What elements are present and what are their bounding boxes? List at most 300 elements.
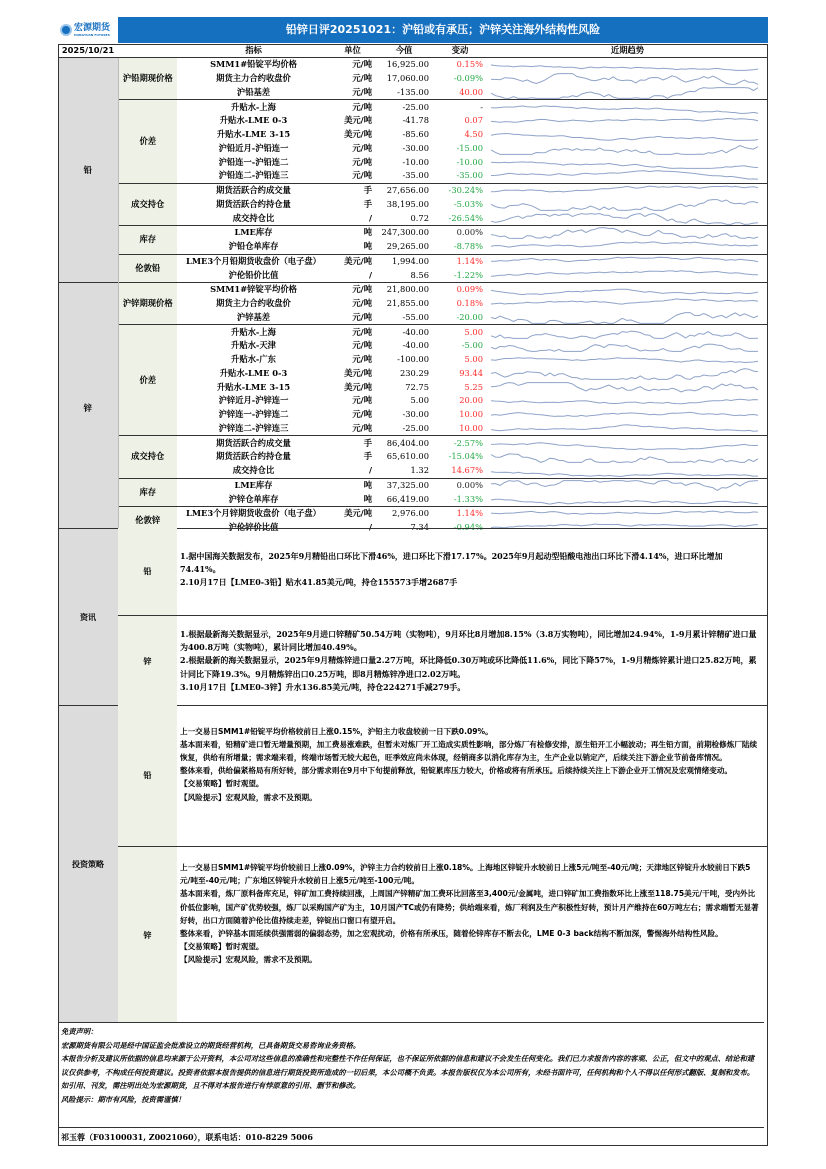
current-value: 29,265.00 [386, 241, 429, 252]
change-value: -1.22% [453, 269, 483, 280]
current-value: -30.00 [402, 142, 429, 153]
sparkline-chart [487, 198, 768, 211]
strategy-lead [118, 705, 768, 847]
indicator-name: 升贴水-LME 3-15 [216, 129, 291, 140]
table-row [58, 100, 768, 114]
logo-subtext: HONGYUAN FUTURES [74, 32, 110, 37]
news-zinc-text [180, 628, 760, 694]
current-value: 7.34 [410, 522, 429, 533]
trend-cell [487, 283, 768, 297]
unit: 美元/吨 [344, 129, 372, 140]
current-value: 8.56 [410, 269, 429, 280]
sparkline-chart [487, 86, 768, 99]
unit: 美元/吨 [330, 507, 375, 521]
trend-cell [487, 198, 768, 212]
subgroup-label: 伦敦锌 [118, 507, 177, 535]
indicator-name: SMM1#锌锭平均价格 [177, 283, 330, 297]
trend-cell [487, 422, 768, 436]
subgroup-label: 沪锌期现价格 [118, 283, 177, 325]
indicator-name: 期货活跃合约持仓量 [216, 451, 291, 462]
trend-cell [487, 394, 768, 408]
sparkline-chart [487, 58, 768, 71]
unit: / [368, 522, 372, 533]
current-value: 65,610.00 [386, 451, 429, 462]
change-value: 5.00 [433, 325, 487, 339]
sparkline-line [491, 331, 758, 338]
sparkline-chart [487, 226, 768, 239]
sparkline-chart [487, 297, 768, 310]
sparkline-line [491, 412, 758, 416]
sparkline-line [491, 119, 758, 123]
sparkline-line [491, 257, 758, 262]
sparkline-line [491, 480, 758, 490]
subgroup-label: 成交持仓 [118, 436, 177, 478]
sparkline-chart [487, 169, 768, 182]
change-value: -15.00 [456, 142, 483, 153]
header-indicator: 指标 [177, 44, 330, 58]
change-value: 1.14% [433, 507, 487, 521]
sparkline-chart [487, 353, 768, 366]
indicator-name: 升贴水-天津 [231, 340, 276, 351]
sparkline-chart [487, 184, 768, 197]
change-value: -0.09% [453, 73, 483, 84]
report-date: 2025/10/21 [58, 44, 118, 58]
sparkline-line [491, 74, 758, 85]
current-value: 21,855.00 [386, 298, 429, 309]
strategy-line: 基本面来看，铅精矿进口暂无增量预期，加工费易涨难跌，但暂未对炼厂开工造成实质性影响，部分炼厂有检修安排，原生铅开工小幅波动；再生铅方面，前期检修炼厂陆续恢复，供给有所增量；需求端来看，终端市场暂无较大起色，旺季效应尚未体现，经销商多以消化库存为主，生产企业以销定产，后续关注下游企业节前备库情况。 [180, 739, 758, 762]
current-value: 66,419.00 [386, 493, 429, 504]
indicator-name: 成交持仓比 [232, 465, 275, 476]
current-value: -10.00 [402, 156, 429, 167]
change-value: -8.78% [453, 241, 483, 252]
indicator-name: SMM1#铅锭平均价格 [210, 59, 297, 70]
subgroup-label: 成交持仓 [118, 183, 177, 225]
trend-cell [487, 492, 768, 506]
indicator-name: LME3个月铅期货收盘价（电子盘） [177, 254, 330, 268]
trend-cell [487, 100, 768, 114]
sparkline-chart [487, 72, 768, 85]
sparkline-chart [487, 255, 768, 268]
change-value: -10.00 [456, 156, 483, 167]
change-value: -30.24% [433, 183, 487, 197]
trend-cell [487, 464, 768, 478]
trend-cell [487, 353, 768, 367]
sparkline-chart [487, 408, 768, 421]
indicator-name: 升贴水-上海 [177, 100, 330, 114]
trend-cell [487, 254, 768, 268]
current-value: -40.00 [402, 340, 429, 351]
unit: 手 [330, 183, 375, 197]
indicator-name: 沪铅基差 [236, 86, 271, 97]
indicator-name: 沪伦铅价比值 [228, 269, 279, 280]
header-unit: 单位 [330, 44, 375, 58]
change-value: 10.00 [459, 409, 483, 420]
current-value: -30.00 [402, 409, 429, 420]
current-value: -100.00 [397, 354, 429, 365]
trend-cell [487, 339, 768, 353]
change-value: 5.25 [464, 381, 483, 392]
indicator-name: 沪铅连二-沪铅连三 [218, 170, 289, 181]
news-section [58, 528, 768, 706]
change-value: -5.03% [453, 198, 483, 209]
change-value: 20.00 [459, 395, 483, 406]
sparkline-line [491, 186, 758, 192]
sparkline-line [491, 106, 758, 114]
current-value: -85.60 [402, 129, 429, 140]
sparkline-line [491, 312, 758, 323]
table-header-row [58, 44, 768, 58]
unit: 元/吨 [352, 298, 372, 309]
sparkline-line [491, 344, 758, 351]
sparkline-line [491, 213, 758, 224]
sparkline-chart [487, 212, 768, 225]
change-value: 10.00 [459, 422, 483, 433]
logo-icon [60, 24, 72, 36]
trend-cell [487, 58, 768, 72]
subgroup-label: 伦敦铅 [118, 254, 177, 283]
change-value: -0.94% [453, 522, 483, 533]
current-value: 16,925.00 [386, 59, 429, 70]
news-line: 1.根据最新海关数据显示，2025年9月进口锌精矿50.54万吨（实物吨），9月环比8月增加8.15%（3.8万实物吨），同比增加24.94%，1-9月累计锌精矿进口量为400.8万吨（实物吨），累计同比增加40.49%。 [180, 629, 757, 653]
group-label: 锌 [58, 283, 118, 535]
subgroup-label: 价差 [118, 100, 177, 184]
unit: 元/吨 [352, 311, 372, 322]
strategy-line: 【交易策略】暂时观望。 [180, 942, 264, 952]
sparkline-chart [487, 437, 768, 450]
indicator-name: 沪铅连一-沪铅连二 [218, 156, 289, 167]
unit: 手 [363, 198, 372, 209]
trend-cell [487, 380, 768, 394]
trend-cell [487, 114, 768, 128]
sparkline-line [491, 400, 758, 405]
current-value: 5.00 [410, 395, 429, 406]
current-value: 27,656.00 [375, 183, 433, 197]
unit: 元/吨 [330, 283, 375, 297]
sparkline-chart [487, 114, 768, 127]
unit: 美元/吨 [344, 115, 372, 126]
indicator-name: 沪锌连二-沪锌连三 [218, 422, 289, 433]
indicator-name: 升贴水-上海 [177, 325, 330, 339]
indicator-name: 沪伦锌价比值 [228, 522, 279, 533]
strategy-label: 投资策略 [58, 706, 118, 1022]
change-value: 0.09% [433, 283, 487, 297]
unit: / [368, 212, 372, 223]
unit: 吨 [363, 241, 372, 252]
indicator-name: 升贴水-LME 0-3 [219, 367, 288, 378]
unit: 元/吨 [352, 73, 372, 84]
sparkline-chart [487, 339, 768, 352]
trend-cell [487, 183, 768, 197]
sparkline-chart [487, 156, 768, 169]
current-value: 1,994.00 [375, 254, 433, 268]
current-value: -135.00 [397, 86, 429, 97]
indicator-name: 沪锌近月-沪锌连一 [218, 395, 289, 406]
unit: 元/吨 [352, 340, 372, 351]
strategy-line: 【交易策略】暂时观望。 [180, 779, 264, 789]
news-label: 资讯 [58, 529, 118, 706]
current-value: 21,800.00 [375, 283, 433, 297]
indicator-name: 升贴水-LME 3-15 [216, 381, 291, 392]
indicator-name: LME库存 [177, 226, 330, 240]
change-value: 40.00 [459, 86, 483, 97]
strategy-zinc-text [180, 861, 760, 967]
strategy-lead-text [180, 725, 760, 804]
sparkline-chart [487, 311, 768, 324]
sparkline-line [491, 199, 758, 210]
change-value: 5.00 [464, 354, 483, 365]
strategy-lead-label: 铅 [118, 705, 177, 847]
sparkline-line [491, 162, 758, 169]
unit: 吨 [330, 478, 375, 492]
trend-cell [487, 507, 768, 521]
current-value: 247,300.00 [375, 226, 433, 240]
indicator-name: 沪锌仓单库存 [228, 493, 279, 504]
trend-cell [487, 86, 768, 100]
change-value: 0.07 [464, 115, 483, 126]
table-row [58, 58, 768, 72]
unit: 吨 [363, 493, 372, 504]
sparkline-chart [487, 464, 768, 477]
strategy-line: 【风险提示】宏观风险，需求不及预期。 [180, 792, 317, 802]
change-value: 14.67% [451, 465, 483, 476]
sparkline-chart [487, 326, 768, 339]
strategy-line: 上一交易日SMM1#锌锭平均价较前日上涨0.09%，沪锌主力合约较前日上涨0.18%。上海地区锌锭升水较前日上涨5元/吨至-40元/吨；天津地区锌锭升水较前日下跌5元/吨至-40元/吨；广东地区锌锭升水较前日上涨5元/吨至-100元/吨。 [180, 863, 751, 886]
unit: 手 [363, 451, 372, 462]
sparkline-line [491, 87, 758, 98]
unit: 元/吨 [352, 354, 372, 365]
trend-cell [487, 211, 768, 225]
strategy-line: 上一交易日SMM1#铅锭平均价格较前日上涨0.15%，沪铅主力收盘较前一日下跌0.09%。 [180, 726, 493, 736]
logo-text: 宏源期货 [74, 22, 111, 33]
change-value: - [433, 100, 487, 114]
current-value: 1.32 [410, 465, 429, 476]
current-value: 86,404.00 [375, 436, 433, 450]
unit: 美元/吨 [330, 254, 375, 268]
trend-cell [487, 72, 768, 86]
company-logo [58, 17, 118, 43]
strategy-section [58, 705, 768, 1022]
change-value: 1.14% [433, 254, 487, 268]
sparkline-chart [487, 128, 768, 141]
data-table [58, 44, 768, 535]
header-change: 变动 [433, 44, 487, 58]
change-value: -1.33% [453, 493, 483, 504]
change-value: 4.50 [464, 129, 483, 140]
sparkline-line [491, 472, 758, 477]
disclaimer-title: 免责声明： [61, 1027, 98, 1036]
sparkline-chart [487, 394, 768, 407]
subgroup-label: 库存 [118, 226, 177, 255]
sparkline-chart [487, 479, 768, 492]
change-value: -15.04% [448, 451, 483, 462]
strategy-line: 【风险提示】宏观风险，需求不及预期。 [180, 955, 317, 965]
current-value: 37,325.00 [375, 478, 433, 492]
sparkline-line [491, 442, 758, 449]
change-value: -5.00 [461, 340, 483, 351]
sparkline-line [491, 145, 758, 154]
news-line: 1.据中国海关数据发布，2025年9月精铅出口环比下滑46%，进口环比下滑17.17%。2025年9月起动型铅酸电池出口环比下滑4.14%，进口环比增加74.41%。 [180, 550, 723, 574]
current-value: -41.78 [402, 115, 429, 126]
change-value: -2.57% [433, 436, 487, 450]
news-zinc [118, 615, 768, 707]
header-value: 今值 [375, 44, 433, 58]
current-value: -55.00 [402, 311, 429, 322]
table-row [58, 478, 768, 492]
sparkline-chart [487, 101, 768, 114]
strategy-zinc [118, 846, 768, 1023]
current-value: 17,060.00 [386, 73, 429, 84]
sparkline-line [491, 368, 758, 379]
news-lead-label: 铅 [118, 528, 177, 616]
unit: 元/吨 [352, 409, 372, 420]
strategy-line: 整体来看，供给偏紧格局有所好转，部分需求则在9月中下旬提前释放，铅锭累库压力较大，价格或将有所承压。后续持续关注上下游企业开工情况及宏观情绪变动。 [180, 766, 733, 776]
unit: 吨 [330, 226, 375, 240]
sparkline-line [491, 290, 758, 295]
table-row [58, 436, 768, 450]
indicator-name: 沪锌连一-沪锌连二 [218, 409, 289, 420]
trend-cell [487, 155, 768, 169]
trend-cell [487, 169, 768, 183]
sparkline-line [491, 454, 758, 463]
sparkline-line [491, 299, 758, 304]
current-value: 0.72 [410, 212, 429, 223]
sparkline-chart [487, 450, 768, 463]
news-zinc-label: 锌 [118, 616, 177, 707]
sparkline-chart [487, 381, 768, 394]
change-value: -35.00 [456, 170, 483, 181]
disclaimer-line: 本报告分析及建议所依据的信息均来源于公开资料，本公司对这些信息的准确性和完整性不作任何保证，也不保证所依据的信息和建议不会发生任何变化。我们已力求报告内容的客观、公正，但文中的观点、结论和建议仅供参考，不构成任何投资建议。投资者依据本报告提供的信息进行期货投资所造成的一切后果，本公司概不负责。本报告版权仅为本公司所有，未经书面许可，任何机构和个人不得以任何形式翻版、复制和发布。如引用、刊发，需注明出处为宏源期货，且不得对本报告进行有悖原意的引用、删节和修改。 [61, 1054, 755, 1090]
current-value: -25.00 [402, 422, 429, 433]
trend-cell [487, 408, 768, 422]
unit: 元/吨 [352, 422, 372, 433]
unit: 元/吨 [352, 156, 372, 167]
current-value: -40.00 [375, 325, 433, 339]
sparkline-line [491, 358, 758, 363]
current-value: 38,195.00 [386, 198, 429, 209]
change-value: 93.44 [459, 367, 483, 378]
title-banner [58, 17, 768, 43]
change-value: 0.00% [433, 226, 487, 240]
change-value: 0.15% [456, 59, 483, 70]
news-line: 3.10月17日【LME0-3锌】升水136.85美元/吨，持仓224271手减279手。 [180, 681, 466, 692]
indicator-name: 升贴水-LME 0-3 [219, 115, 288, 126]
change-value: 0.18% [456, 298, 483, 309]
table-row [58, 254, 768, 268]
trend-cell [487, 311, 768, 325]
sparkline-line [491, 499, 758, 504]
news-line: 2.10月17日【LME0-3铅】贴水41.85美元/吨，持仓155573手增2687手 [180, 576, 458, 587]
sparkline-chart [487, 142, 768, 155]
group-label: 铅 [58, 58, 118, 283]
indicator-name: 期货主力合约收盘价 [216, 73, 291, 84]
sparkline-chart [487, 507, 768, 520]
unit: 美元/吨 [344, 381, 372, 392]
unit: / [368, 269, 372, 280]
sparkline-line [491, 270, 758, 276]
sparkline-line [491, 425, 758, 431]
strategy-line: 整体来看，沪锌基本面延续供强需弱的偏弱态势，加之宏观扰动，价格有所承压，随着伦锌库存不断去化，LME 0-3 back结构不断加深，警惕海外结构性风险。 [180, 929, 723, 939]
indicator-name: LME3个月锌期货收盘价（电子盘） [177, 507, 330, 521]
current-value: -35.00 [402, 170, 429, 181]
strategy-zinc-label: 锌 [118, 847, 177, 1023]
disclaimer-line: 宏源期货有限公司是经中国证监会批准设立的期货经营机构，已具备期货交易咨询业务资格。 [61, 1040, 361, 1050]
table-row [58, 226, 768, 240]
sparkline-line [491, 134, 758, 141]
trend-cell [487, 450, 768, 464]
indicator-name: 期货主力合约收盘价 [216, 298, 291, 309]
current-value: 72.75 [405, 381, 429, 392]
table-row [58, 325, 768, 339]
sparkline-chart [487, 269, 768, 282]
sparkline-chart [487, 240, 768, 253]
header-trend: 近期趋势 [487, 44, 768, 58]
sparkline-chart [487, 367, 768, 380]
change-value: -20.00 [456, 311, 483, 322]
table-row [58, 283, 768, 297]
trend-cell [487, 297, 768, 311]
sparkline-line [491, 382, 758, 391]
sparkline-chart [487, 493, 768, 506]
current-value: 2,976.00 [375, 507, 433, 521]
trend-cell [487, 268, 768, 282]
news-lead-text [180, 550, 760, 590]
change-value: -26.54% [448, 212, 483, 223]
trend-cell [487, 226, 768, 240]
author-contact: 祁玉蓉（F03100031, Z0021060），联系电话：010-8229 5006 [58, 1127, 764, 1145]
report-title: 铅锌日评20251021：沪铅或有承压；沪锌关注海外结构性风险 [285, 23, 601, 36]
subgroup-label: 库存 [118, 478, 177, 507]
unit: 元/吨 [330, 100, 375, 114]
current-value: -25.00 [375, 100, 433, 114]
unit: 元/吨 [352, 395, 372, 406]
change-value: 0.00% [433, 478, 487, 492]
indicator-name: 升贴水-广东 [231, 354, 276, 365]
subgroup-label: 价差 [118, 325, 177, 436]
indicator-name: 期货活跃合约成交量 [177, 436, 330, 450]
sparkline-line [491, 242, 758, 247]
unit: 美元/吨 [344, 367, 372, 378]
indicator-name: 沪铅仓单库存 [228, 241, 279, 252]
news-lead [118, 528, 768, 616]
sparkline-line [491, 228, 758, 239]
sparkline-line [491, 511, 758, 514]
sparkline-chart [487, 283, 768, 296]
trend-cell [487, 128, 768, 142]
strategy-line: 基本面来看，炼厂原料备库充足，锌矿加工费持续回涨，上周国产锌精矿加工费环比回落至3,400元/金属吨，进口锌矿加工费指数环比上涨至118.75美元/干吨，受内外比价低位影响，国产矿优势较强，炼厂以采购国产矿为主，10月国产TC或仍有降势；供给端来看，炼厂利润及生产积极性好转，预计月产维持在60万吨左右；需求端暂无显著好转，出口方面随着沪伦比值持续走差，锌锭出口窗口有望开启。 [180, 889, 759, 925]
subgroup-label: 沪铅期现价格 [118, 58, 177, 100]
news-line: 2.根据最新的海关数据显示，2025年9月精炼锌进口量2.27万吨，环比降低0.30万吨或环比降低11.6%，同比下降57%，1-9月精炼锌累计进口25.82万吨，累计同比下降19.3%。9月精炼锌出口0.25万吨，即8月精炼锌净进口2.02万吨。 [180, 655, 757, 679]
trend-cell [487, 325, 768, 339]
trend-cell [487, 478, 768, 492]
indicator-name: 成交持仓比 [232, 212, 275, 223]
trend-cell [487, 436, 768, 450]
indicator-name: 沪铅近月-沪铅连一 [218, 142, 289, 153]
disclaimer [58, 1022, 764, 1126]
unit: 元/吨 [352, 59, 372, 70]
unit: 手 [330, 436, 375, 450]
indicator-name: 期货活跃合约成交量 [177, 183, 330, 197]
table-row [58, 507, 768, 521]
sparkline-line [491, 171, 758, 180]
unit: 元/吨 [352, 86, 372, 97]
unit: 元/吨 [352, 142, 372, 153]
unit: / [368, 465, 372, 476]
current-value: 230.29 [399, 367, 429, 378]
unit: 元/吨 [352, 170, 372, 181]
sparkline-line [491, 65, 758, 71]
trend-cell [487, 240, 768, 254]
indicator-name: 期货活跃合约持仓量 [216, 198, 291, 209]
